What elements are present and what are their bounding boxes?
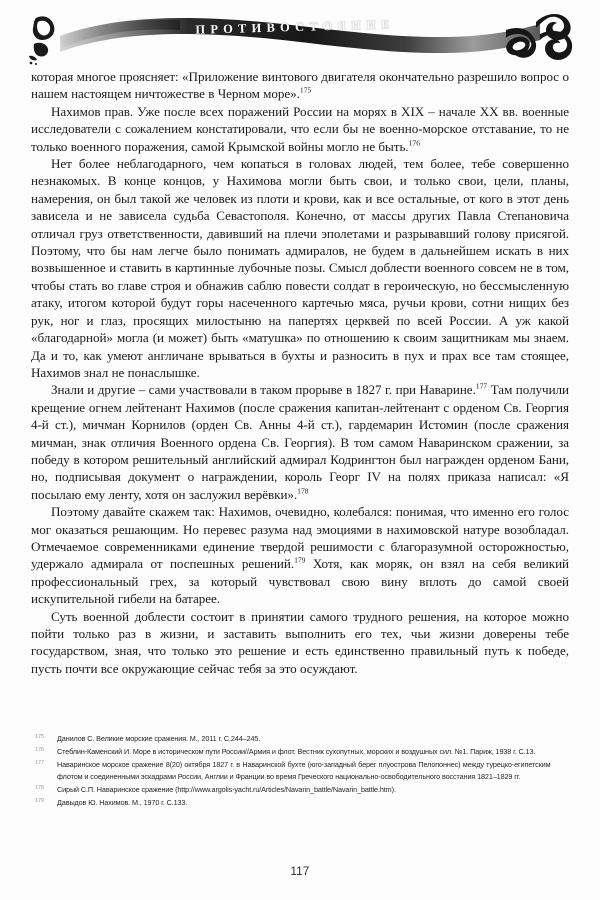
paragraph-text-after: Хотя, как моряк, он взял на себя великий профессиональный грех, за который чувствовал свою вину вплоть до самой своей искупительной гибели на батарее. — [31, 556, 569, 607]
footnote-item — [31, 784, 571, 796]
footnote-number: 178 — [35, 784, 44, 791]
footnote-text: Данилов С. Великие морские сражения. М., 2011 г. С.244–245. — [57, 734, 261, 743]
paragraph-navarino — [31, 381, 569, 503]
paragraph-text: Нет более неблагодарного, чем копаться в головах людей, тем более, тебе совершенно незнакомых. В конце концов, у Нахимова могли быть свои, и только свои, цели, планы, намерения, он был такой же человек из плоти и крови, как и все остальные, от кого в этот день зависела и не зависела судьба Севастополя. Конечно, от массы других Павла Степановича отличал груз ответственности, давивший на плечи эполетами и разрывавший голову присягой. Поэтому, что бы нам легче было понимать адмиралов, не будем в дальнейшем искать в них возвышенное и ставить в картинные лубочные позы. Смысл доблести военного совсем не в том, чтобы стать во главе строя и обнажив саблю повести солдат в героическую, но бессмысленную атаку, итогом которой будут горы насеченного картечью мяса, ручьи крови, сотни нищих без рук, ног и глаз, просящих милостыню на папертях церквей по всей России. А уж какой «благодарной» могла (и может) быть «матушка» по отношению к своим защитникам мы знаем. Да и то, как умеют англичане врываться в бухты и разносить в пух и прах все там стоящее, Нахимов знал не понаслышке. — [31, 156, 569, 380]
footnote-ref-176[interactable]: 176 — [408, 138, 420, 148]
footnote-text: Наваринское морское сражение 8(20) октября 1827 г. в Наваринской бухте (юго-западный берег плуострова Пелопоннес) между турецко-египетским флотом и соединенными эскадрами России, Англии и Франции во время Греческого национально-освободительного восстания 1821–1829 гг. — [57, 760, 551, 781]
body-text-column — [31, 68, 569, 677]
footnote-item — [31, 797, 571, 809]
footnote-text: Давыдов Ю. Нахимов. М., 1970 г. С.133. — [57, 797, 188, 807]
footnote-list — [31, 733, 571, 810]
paragraph-quote-continuation — [31, 68, 569, 103]
footnote-item — [31, 733, 571, 745]
footnote-item — [31, 759, 571, 782]
chapter-banner — [0, 0, 600, 68]
paragraph-text: которая многое проясняет: «Приложение винтового двигателя окончательно разрешило вопрос о нашем настоящем ничтожестве в Черном море». — [31, 69, 569, 102]
footnote-ref-178[interactable]: 178 — [297, 486, 309, 496]
footnote-text: Стеблин-Каменский И. Море в историческом пути России//Армия и флот. Вестник сухопутных, морских и воздушных сил. №1. Париж, 1938 г. С.13. — [57, 747, 536, 757]
paragraph-text: Суть военной доблести состоит в принятии самого трудного решения, на которое можно пойти только раз в жизни, и заставить выполнить его тех, чьи жизни доверены тебе государством, зная, что только это решение и есть единственно правильный путь к победе, пусть почти все окружающие сейчас тебя за это осуждают. — [31, 608, 569, 676]
footnote-number: 179 — [35, 797, 44, 804]
paragraph-text: Нахимов прав. Уже после всех поражений России на морях в XIX – начале XX вв. военные исследователи с сожалением констатировали, что если бы не военно-морское отставание, то не только военного поражения, самой Крымской войны могло не быть. — [31, 103, 569, 154]
footnote-ref-175[interactable]: 175 — [299, 86, 312, 96]
chapter-title: ПРОТИВОСТОЯНИЕ — [195, 17, 395, 37]
left-ornament — [29, 16, 54, 65]
footnote-number: 175 — [35, 734, 44, 740]
paragraph-conclusion-hesitation — [31, 503, 569, 607]
paragraph-text-before: Знали и другие – сами участвовали в таком прорыве в 1827 г. при Наварине. — [51, 382, 476, 398]
paragraph-nakhimov-right — [31, 103, 569, 155]
footnote-text-with-url[interactable]: Сирый С.П. Наваринское сражение (http://www.argolis-yacht.ru/Articles/Navarin_battle/Navarin_battle.htm). — [57, 784, 396, 794]
paragraph-valor-essence — [31, 608, 569, 678]
banner-ribbon-graphic — [0, 0, 600, 68]
footnote-ref-179[interactable]: 179 — [294, 556, 306, 566]
footnote-ref-177[interactable]: 177 — [475, 381, 488, 391]
page-number: 117 — [290, 866, 310, 878]
paragraph-text-after: Там получили крещение огнем лейтенант Нахимов (после сражения капитан-лейтенант с орденом Св. Георгия 4-й ст.), мичман Корнилов (орден Св. Анны 4-й ст.), гардемарин Истомин (после сражения мичман, знак отличия Военного ордена Св. Георгия). В том самом Наваринском сражении, за победу в котором решительный английский адмирал Кодрингтон был награжден орденом Бани, но, подписывая документ о награждении, король Георг IV на полях приказа написал: «Я посылаю ему ленту, хотя он заслужил верёвки». — [31, 382, 569, 502]
footnote-number: 176 — [35, 747, 44, 754]
footnote-item — [31, 746, 571, 758]
paragraph-ungrateful — [31, 155, 569, 381]
paragraph-text-before: Поэтому давайте скажем так: Нахимов, очевидно, колебался: понимая, что именно его голос мог оказаться решающим. Но перевес разума над эмоциями в нахимовской натуре возобладал. Отмечаемое современниками единение твердой решимости с благоразумной осторожностью, удержало адмирала от поспешных решений. — [31, 504, 569, 572]
footnote-number: 177 — [35, 760, 44, 767]
